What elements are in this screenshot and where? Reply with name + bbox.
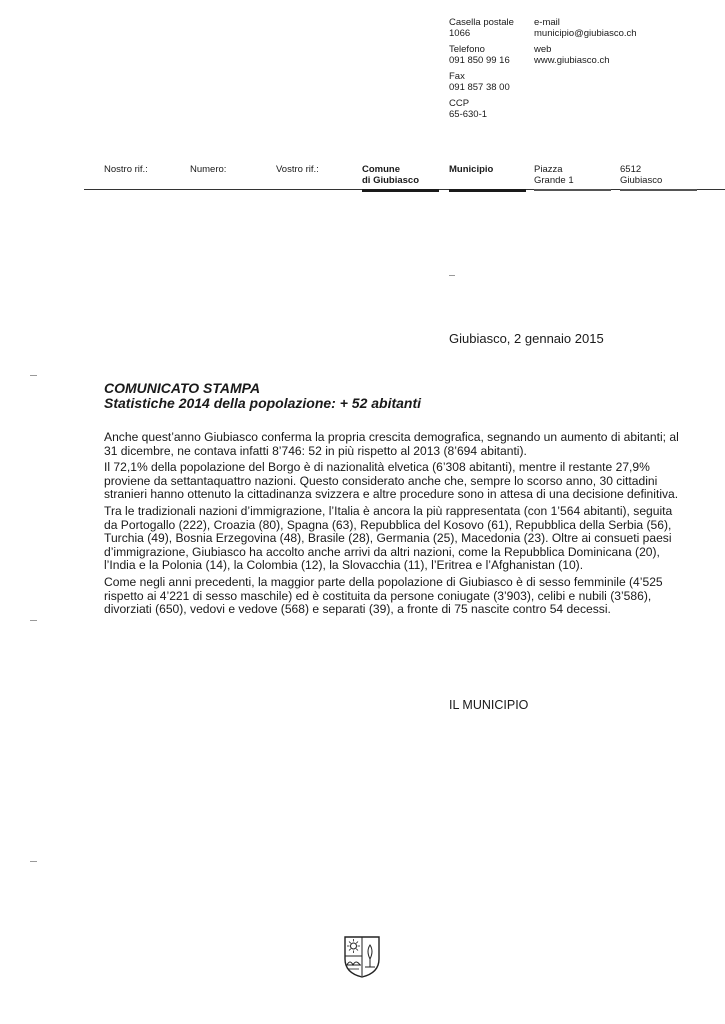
paragraph: Come negli anni precedenti, la maggior parte della popolazione di Giubiasco è di sesso femminile (4’525 rispetto ai 4’221 di sesso maschile) ed è costituita da persone coniugate (3’903), celibi e nubili (3’586), divorziati (650), vedovi e vedove (568) e separati (39), a fronte di 75 nascite contro 54 decessi. [104, 574, 663, 617]
municipal-crest-icon [343, 935, 381, 979]
ccp-label: CCP [449, 98, 470, 109]
comune-label [362, 164, 419, 186]
contact-row-postbox [449, 17, 689, 39]
fax-value: 091 857 38 00 [449, 82, 510, 93]
paragraph: Tra le tradizionali nazioni d’immigrazione, l’Italia è ancora la più rappresentata (con 1’564 abitanti), seguita da Portogallo (222), Croazia (80), Spagna (63), Repubblica del Kosovo (61), Repubblica della Serbia (56), Turchia (49), Bosnia Erzegovina (48), Brasile (28), Germania (25), Macedonia (23). Oltre ai consueti paesi d’immigrazione, Giubiasco ha accolto anche arrivi da altri nazioni, come la Repubblica Dominicana (20), l’India e la Polonia (14), la Colombia (12), la Slovacchia (11), l’Eritrea e l’Afghanistan (10). [104, 503, 673, 573]
ccp-value: 65-630-1 [449, 109, 488, 120]
header-rule-address [534, 189, 611, 191]
nostro-rif-label: Nostro rif.: [104, 164, 148, 175]
comune-line1: Comune [362, 164, 400, 175]
fold-mark [30, 861, 37, 862]
title-line1: COMUNICATO STAMPA [104, 380, 261, 396]
postal-code: 6512 [620, 164, 642, 175]
fax-label: Fax [449, 71, 465, 82]
paragraph: Anche quest’anno Giubiasco conferma la propria crescita demografica, segnando un aumento di abitanti; al 31 dicembre, ne contava infatti 8’746: 52 in più rispetto al 2013 (8’694 abitanti). [104, 430, 679, 458]
web-value[interactable]: www.giubiasco.ch [534, 55, 610, 66]
window-tick-mark [449, 275, 455, 276]
city-label [620, 164, 662, 186]
contact-row-fax [449, 71, 689, 93]
email-value[interactable]: municipio@giubiasco.ch [534, 28, 637, 39]
web-label: web [534, 44, 552, 55]
signature: IL MUNICIPIO [449, 698, 529, 712]
contact-row-phone [449, 44, 689, 66]
phone-value: 091 850 99 16 [449, 55, 510, 66]
contact-block [449, 17, 689, 125]
header-rule-municipio [449, 189, 526, 192]
phone-label: Telefono [449, 44, 485, 55]
comune-line2: di Giubiasco [362, 175, 420, 186]
municipio-label: Municipio [449, 164, 494, 175]
press-release-title [104, 381, 664, 411]
fold-mark [30, 375, 37, 376]
city-name: Giubiasco [620, 175, 663, 186]
header-rule-comune [362, 189, 439, 192]
postbox-value: 1066 [449, 28, 471, 39]
body-text [104, 431, 684, 620]
title-line2: Statistiche 2014 della popolazione: + 52 abitanti [104, 395, 422, 411]
address-label [534, 164, 574, 186]
address-line1: Piazza [534, 164, 563, 175]
email-label: e-mail [534, 17, 560, 28]
header-rule-city [620, 189, 697, 191]
address-line2: Grande 1 [534, 175, 574, 186]
fold-mark [30, 620, 37, 621]
paragraph: Il 72,1% della popolazione del Borgo è di nazionalità elvetica (6’308 abitanti), mentre il restante 27,9% proviene da settantaquattro nazioni. Questo considerato anche che, sempre lo scorso anno, 30 cittadini stranieri hanno ottenuto la cittadinanza svizzera e altre procedure sono in attesa di una decisione definitiva. [104, 460, 679, 502]
contact-row-ccp [449, 98, 689, 120]
vostro-rif-label: Vostro rif.: [276, 164, 319, 175]
document-date: Giubiasco, 2 gennaio 2015 [449, 331, 604, 346]
postbox-label: Casella postale [449, 17, 514, 28]
numero-label: Numero: [190, 164, 227, 175]
